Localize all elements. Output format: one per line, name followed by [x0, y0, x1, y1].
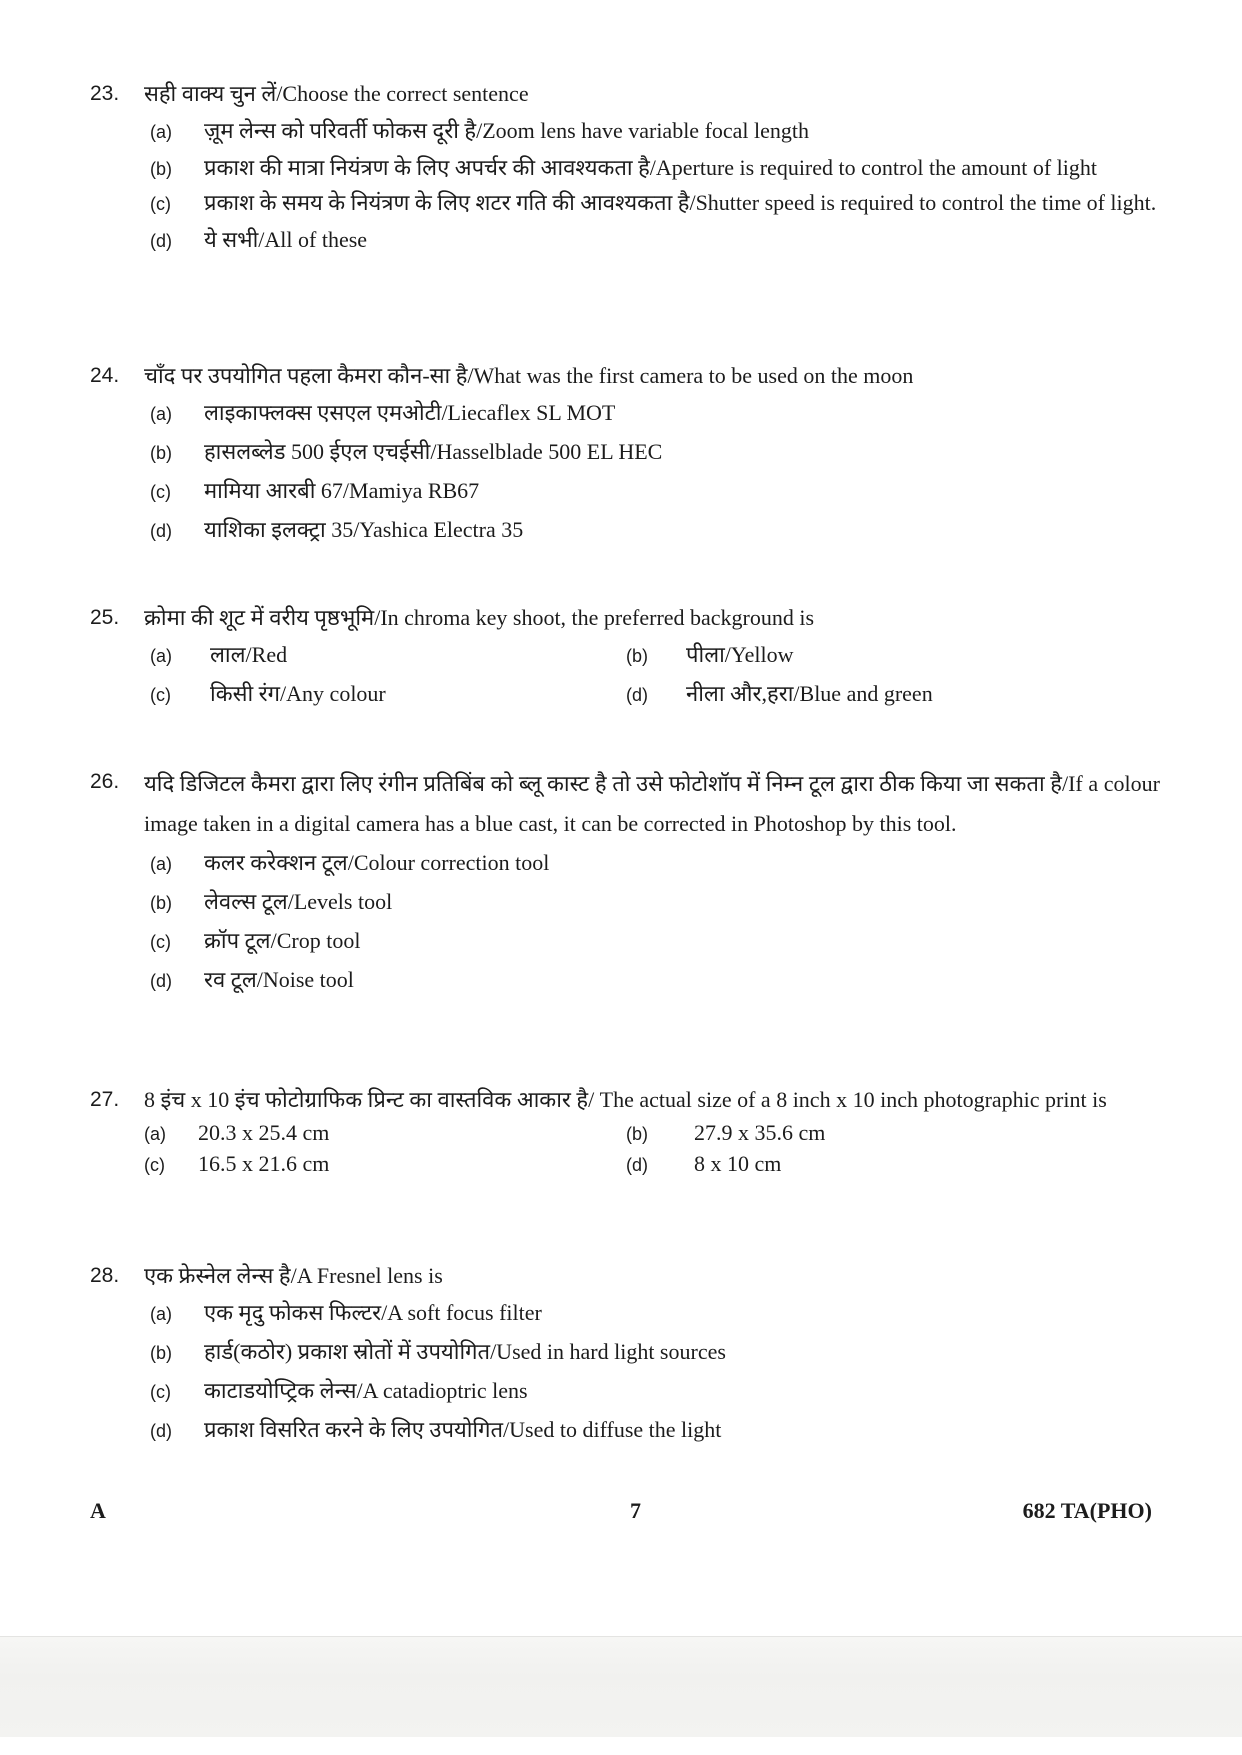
option-b — [150, 1333, 1160, 1372]
option-label: (b) — [150, 159, 172, 179]
option-a — [150, 636, 626, 675]
option-c — [150, 922, 1160, 961]
option-text: नीला और,हरा/Blue and green — [686, 681, 933, 706]
option-c — [150, 472, 1160, 511]
option-text: हासलब्लेड 500 ईएल एचईसी/Hasselblade 500 EL HEC — [204, 439, 663, 464]
option-d — [150, 1411, 1160, 1450]
paper-code: 682 TA(PHO) — [1022, 1498, 1152, 1523]
question-text: चाँद पर उपयोगित पहला कैमरा कौन-सा है/What was the first camera to be used on the moon — [144, 363, 914, 388]
option-text: 8 x 10 cm — [694, 1151, 782, 1176]
options-grid — [144, 1118, 1160, 1180]
question-26 — [90, 764, 1160, 1000]
question-number: 26. — [90, 770, 120, 793]
option-label: (b) — [150, 443, 172, 463]
option-text: लाइकाफ्लक्स एसएल एमओटी/Liecaflex SL MOT — [204, 400, 616, 425]
option-text: प्रकाश विसरित करने के लिए उपयोगित/Used to diffuse the light — [204, 1417, 722, 1442]
option-b — [150, 433, 1160, 472]
options-list — [150, 394, 1160, 550]
question-text: 8 इंच x 10 इंच फोटोग्राफिक प्रिन्ट का वास्तविक आकार है/ The actual size of a 8 inch x 10 inch photographic print is — [144, 1087, 1107, 1112]
option-d — [150, 221, 1160, 260]
option-b — [150, 151, 1160, 186]
option-label: (c) — [150, 932, 171, 952]
question-27 — [90, 1082, 1160, 1180]
option-text: हार्ड(कठोर) प्रकाश स्रोतों में उपयोगित/Used in hard light sources — [204, 1339, 726, 1364]
option-b — [150, 883, 1160, 922]
question-text: क्रोमा की शूट में वरीय पृष्ठभूमि/In chroma key shoot, the preferred background is — [144, 605, 815, 630]
option-b — [626, 1118, 1160, 1149]
option-c — [150, 675, 626, 714]
option-label: (d) — [150, 971, 172, 991]
question-number: 28. — [90, 1264, 120, 1287]
scanner-margin — [0, 1636, 1242, 1737]
option-text: ये सभी/All of these — [204, 227, 368, 252]
option-label: (c) — [150, 194, 171, 214]
question-25 — [90, 600, 1160, 714]
option-a — [150, 1294, 1160, 1333]
option-text: एक मृदु फोकस फिल्टर/A soft focus filter — [204, 1300, 542, 1325]
option-text: रव टूल/Noise tool — [204, 967, 354, 992]
options-list — [150, 1294, 1160, 1450]
option-text: लेवल्स टूल/Levels tool — [204, 889, 393, 914]
option-label: (c) — [150, 482, 171, 502]
booklet-set: A — [90, 1498, 106, 1523]
option-label: (c) — [150, 1382, 171, 1402]
option-label: (a) — [150, 122, 172, 142]
option-text: 16.5 x 21.6 cm — [198, 1151, 330, 1176]
option-text: क्रॉप टूल/Crop tool — [204, 928, 361, 953]
option-label: (c) — [144, 1155, 165, 1175]
option-a — [150, 844, 1160, 883]
option-c — [144, 1149, 626, 1180]
option-text: लाल/Red — [210, 642, 288, 667]
option-label: (a) — [150, 646, 172, 666]
option-d — [150, 511, 1160, 550]
option-a — [150, 112, 1160, 151]
option-label: (d) — [626, 685, 648, 705]
option-text: कलर करेक्शन टूल/Colour correction tool — [204, 850, 550, 875]
option-label: (b) — [150, 1343, 172, 1363]
option-label: (d) — [150, 521, 172, 541]
option-c — [150, 186, 1160, 221]
option-a — [144, 1118, 626, 1149]
options-grid — [150, 636, 1160, 714]
question-number: 27. — [90, 1088, 120, 1111]
option-text: प्रकाश की मात्रा नियंत्रण के लिए अपर्चर की आवश्यकता है/Aperture is required to control the amount of light — [204, 155, 1097, 180]
option-label: (d) — [150, 231, 172, 251]
option-d — [626, 1149, 1160, 1180]
option-label: (b) — [626, 646, 648, 666]
option-label: (d) — [626, 1155, 648, 1175]
option-text: किसी रंग/Any colour — [210, 681, 386, 706]
question-number: 24. — [90, 364, 120, 387]
question-text: एक फ्रेस्नेल लेन्स है/A Fresnel lens is — [144, 1263, 443, 1288]
option-label: (c) — [150, 685, 171, 705]
question-23 — [90, 76, 1160, 260]
option-label: (a) — [150, 404, 172, 424]
option-text: ज़ूम लेन्स को परिवर्ती फोकस दूरी है/Zoom lens have variable focal length — [204, 118, 810, 143]
option-c — [150, 1372, 1160, 1411]
option-text: पीला/Yellow — [686, 642, 794, 667]
option-text: काटाडयोप्ट्रिक लेन्स/A catadioptric lens — [204, 1378, 528, 1403]
option-text: 27.9 x 35.6 cm — [694, 1120, 826, 1145]
question-24 — [90, 358, 1160, 550]
option-label: (a) — [144, 1124, 166, 1144]
options-list — [150, 844, 1160, 1000]
option-d — [626, 675, 1160, 714]
option-text: प्रकाश के समय के नियंत्रण के लिए शटर गति की आवश्यकता है/Shutter speed is required to control the time of light. — [204, 190, 1157, 215]
question-text: सही वाक्य चुन लें/Choose the correct sentence — [144, 81, 529, 106]
option-label: (b) — [150, 893, 172, 913]
question-number: 23. — [90, 82, 120, 105]
option-label: (a) — [150, 1304, 172, 1324]
option-label: (d) — [150, 1421, 172, 1441]
question-28 — [90, 1258, 1160, 1450]
page-footer — [90, 1498, 1152, 1534]
option-text: 20.3 x 25.4 cm — [198, 1120, 330, 1145]
option-text: मामिया आरबी 67/Mamiya RB67 — [204, 478, 480, 503]
option-text: याशिका इलक्ट्रा 35/Yashica Electra 35 — [204, 517, 524, 542]
option-label: (a) — [150, 854, 172, 874]
question-number: 25. — [90, 606, 120, 629]
option-a — [150, 394, 1160, 433]
option-d — [150, 961, 1160, 1000]
option-label: (b) — [626, 1124, 648, 1144]
option-b — [626, 636, 1160, 675]
options-list — [150, 112, 1160, 260]
question-text: यदि डिजिटल कैमरा द्वारा लिए रंगीन प्रतिबिंब को ब्लू कास्ट है तो उसे फोटोशॉप में निम्न टूल द्वारा ठीक किया जा सकता है/If a colour image taken in a digital camera has a blue cast, it can be corrected in Photoshop by this tool. — [144, 771, 1160, 836]
page-number: 7 — [630, 1498, 641, 1523]
